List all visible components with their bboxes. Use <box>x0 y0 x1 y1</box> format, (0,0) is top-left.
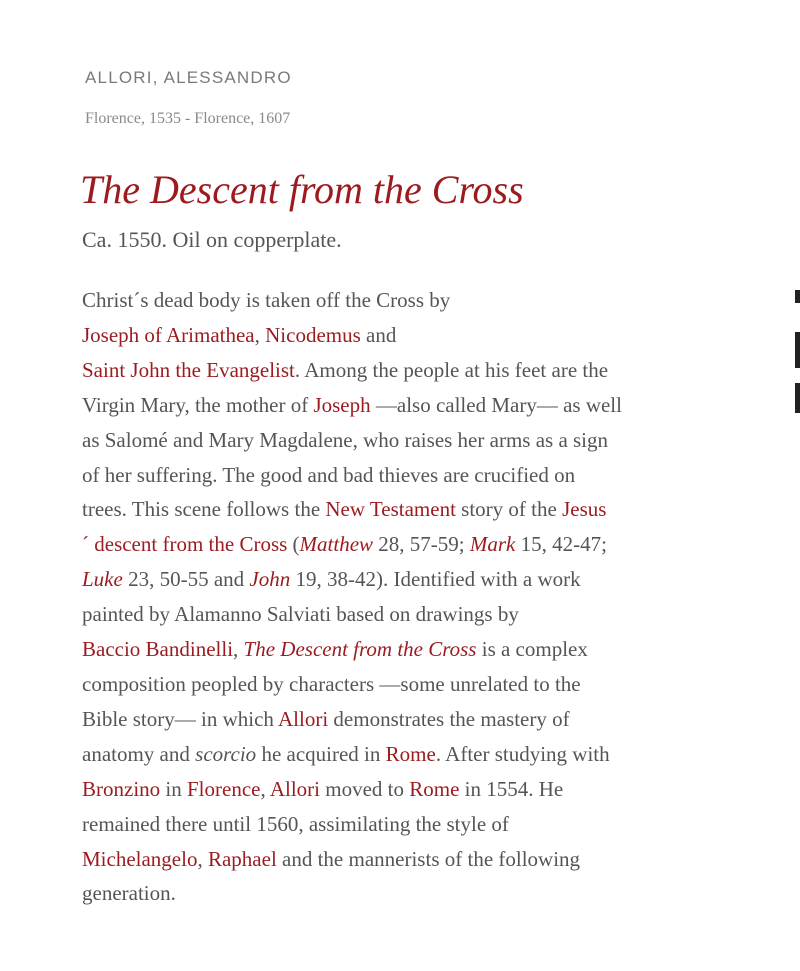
description-line <box>82 807 722 842</box>
edge-mark <box>795 290 800 303</box>
description-text: 23, 50-55 and <box>122 567 250 592</box>
description-link[interactable]: Rome <box>409 776 460 801</box>
description-text: in <box>160 776 187 801</box>
description-line <box>82 527 722 562</box>
artwork-description <box>82 283 722 911</box>
description-text: moved to <box>320 776 410 801</box>
description-text: as Salomé and Mary Magdalene, who raises her arms as a sign <box>82 427 609 452</box>
description-text: trees. This scene follows the <box>82 497 326 522</box>
description-text: anatomy and <box>82 741 196 766</box>
description-link[interactable]: Matthew <box>299 532 374 557</box>
description-text: . After studying with <box>435 741 610 766</box>
description-line <box>82 423 722 458</box>
description-line <box>82 283 722 318</box>
description-link[interactable]: Michelangelo <box>82 846 198 871</box>
description-line <box>82 458 722 493</box>
description-line <box>82 772 722 807</box>
description-line <box>82 492 722 527</box>
description-link[interactable]: The Descent from the Cross <box>243 637 477 662</box>
description-line <box>82 737 722 772</box>
description-link[interactable]: Allori <box>269 776 320 801</box>
description-text: 28, 57-59; <box>373 532 470 557</box>
artwork-subtitle: Ca. 1550. Oil on copperplate. <box>82 227 342 252</box>
description-text: , <box>260 776 270 801</box>
description-line <box>82 632 722 667</box>
description-text: 19, 38-42). Identified with a work <box>290 567 581 592</box>
description-line <box>82 562 722 597</box>
edge-mark <box>795 332 800 368</box>
description-link[interactable]: Joseph <box>313 392 371 417</box>
description-line <box>82 597 722 632</box>
description-link[interactable]: New Testament <box>325 497 456 522</box>
description-text: generation. <box>82 881 176 906</box>
description-link[interactable]: Joseph of Arimathea <box>82 322 255 347</box>
description-text: remained there until 1560, assimilating the style of <box>82 811 509 836</box>
description-link[interactable]: Rome <box>385 741 436 766</box>
description-text: he acquired in <box>256 741 386 766</box>
description-link[interactable]: Baccio Bandinelli <box>82 637 234 662</box>
description-text: Christ´s dead body is taken off the Cross by <box>82 288 451 312</box>
description-link[interactable]: ´ descent from the Cross <box>82 532 288 557</box>
description-text: , <box>197 846 208 871</box>
description-text: of her suffering. The good and bad thieves are crucified on <box>82 462 576 487</box>
description-text: —also called Mary— as well <box>370 392 622 417</box>
description-text: and the mannerists of the following <box>276 846 581 871</box>
description-link[interactable]: Nicodemus <box>265 322 361 347</box>
description-line <box>82 318 722 353</box>
description-text: 15, 42-47; <box>515 532 607 557</box>
description-line <box>82 353 722 388</box>
edge-mark <box>795 383 800 413</box>
description-text: scorcio <box>195 741 257 766</box>
description-link[interactable]: Jesus <box>562 497 607 522</box>
description-link[interactable]: Bronzino <box>82 776 161 801</box>
description-line <box>82 667 722 702</box>
artist-name: ALLORI, ALESSANDRO <box>85 68 292 87</box>
description-link[interactable]: John <box>249 567 291 592</box>
description-line <box>82 876 722 911</box>
description-link[interactable]: Mark <box>469 532 516 557</box>
artist-dates: Florence, 1535 - Florence, 1607 <box>85 110 291 127</box>
description-link[interactable]: Luke <box>82 567 123 592</box>
description-link[interactable]: Raphael <box>207 846 277 871</box>
description-link[interactable]: Allori <box>278 706 329 731</box>
description-text: Bible story— in which <box>82 706 278 731</box>
description-text: . Among the people at his feet are the <box>294 357 609 382</box>
description-line <box>82 388 722 423</box>
description-text: , <box>254 322 266 347</box>
artwork-title: The Descent from the Cross <box>80 167 524 212</box>
description-text: and <box>360 322 397 347</box>
description-text: in 1554. He <box>459 776 564 801</box>
description-text: Virgin Mary, the mother of <box>82 392 314 417</box>
description-text: ( <box>287 532 300 557</box>
description-text: is a complex <box>476 637 588 662</box>
description-text: demonstrates the mastery of <box>328 706 570 731</box>
description-link[interactable]: Saint John the Evangelist <box>82 357 295 382</box>
description-text: story of the <box>455 497 563 522</box>
description-text: , <box>233 637 244 662</box>
description-text: painted by Alamanno Salviati based on drawings by <box>82 602 519 627</box>
description-text: composition peopled by characters —some unrelated to the <box>82 671 581 696</box>
description-line <box>82 842 722 877</box>
description-link[interactable]: Florence <box>187 776 261 801</box>
description-line <box>82 702 722 737</box>
